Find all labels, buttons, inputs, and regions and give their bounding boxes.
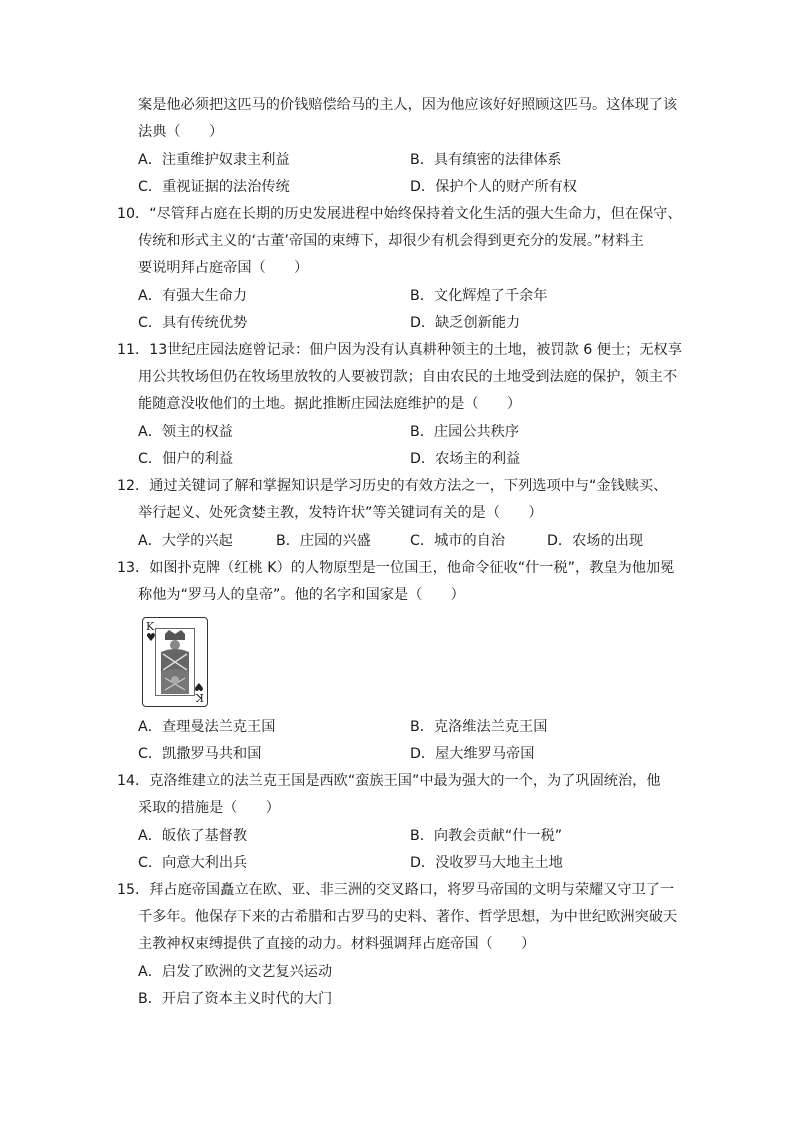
q10-stem-line-3: 要说明拜占庭帝国（ ） <box>138 260 309 276</box>
q9-option-c: C．重视证据的法治传统 <box>138 179 290 195</box>
king-figure-icon <box>155 628 195 696</box>
q12-option-a: A．大学的兴起 <box>138 533 233 549</box>
q14-stem-line-1: 14．克洛维建立的法兰克王国是西欧“蛮族王国”中最为强大的一个，为了巩固统治，他 <box>117 773 661 789</box>
q11-stem-line-1: 11．13世纪庄园法庭曾记录：佃户因为没有认真耕种领主的土地，被罚款 6 便士；无权享 <box>117 342 682 358</box>
q11-option-d: D．农场主的利益 <box>410 451 521 467</box>
q11-option-a: A．领主的权益 <box>138 424 233 440</box>
q12-option-d: D．农场的出现 <box>547 533 644 549</box>
q10-stem-line-2: 传统和形式主义的‘古董’帝国的束缚下，却很少有机会得到更充分的发展。”材料主 <box>138 233 644 249</box>
q15-option-a: A．启发了欧洲的文艺复兴运动 <box>138 964 333 980</box>
q13-option-a: A．查理曼法兰克王国 <box>138 719 276 735</box>
card-rank-bottom: K ♥ <box>194 680 204 704</box>
q9-option-a: A．注重维护奴隶主利益 <box>138 152 290 168</box>
q12-option-c: C．城市的自治 <box>410 533 506 549</box>
q12-stem-line-1: 12．通过关键词了解和掌握知识是学习历史的有效方法之一，下列选项中与“金钱赎买、 <box>117 478 668 494</box>
q15-stem-line-1: 15．拜占庭帝国矗立在欧、亚、非三洲的交叉路口，将罗马帝国的文明与荣耀又守卫了一 <box>117 882 675 898</box>
q9-stem-line-2: 法典（ ） <box>138 124 224 140</box>
q15-stem-line-2: 千多年。他保存下来的古希腊和古罗马的史料、著作、哲学思想，为中世纪欧洲突破天 <box>138 909 678 925</box>
q13-option-d: D．屋大维罗马帝国 <box>410 746 535 762</box>
q9-stem-line-1: 案是他必须把这匹马的价钱赔偿给马的主人，因为他应该好好照顾这匹马。这体现了该 <box>138 97 678 113</box>
q11-option-c: C．佃户的利益 <box>138 451 234 467</box>
q9-option-b: B．具有缜密的法律体系 <box>410 152 562 168</box>
q15-option-b: B．开启了资本主义时代的大门 <box>138 991 333 1007</box>
card-rank-top: K ♥ <box>146 620 156 644</box>
q14-option-d: D．没收罗马大地主土地 <box>410 855 563 871</box>
q13-stem-line-1: 13．如图扑克牌（红桃 K）的人物原型是一位国王，他命令征收“什一税”，教皇为他加冕 <box>117 560 675 576</box>
q13-option-b: B．克洛维法兰克王国 <box>410 719 548 735</box>
q11-option-b: B．庄园公共秩序 <box>410 424 520 440</box>
q10-option-d: D．缺乏创新能力 <box>410 315 521 331</box>
q13-option-c: C．凯撒罗马共和国 <box>138 746 262 762</box>
q9-option-d: D．保护个人的财产所有权 <box>410 179 577 195</box>
q10-option-c: C．具有传统优势 <box>138 315 248 331</box>
q12-option-b: B．庄园的兴盛 <box>276 533 371 549</box>
q14-option-a: A．皈依了基督教 <box>138 828 248 844</box>
playing-card-king-of-hearts <box>142 617 208 707</box>
q10-option-b: B．文化辉煌了千余年 <box>410 288 548 304</box>
q15-stem-line-3: 主教神权束缚提供了直接的动力。材料强调拜占庭帝国（ ） <box>138 936 536 952</box>
q14-option-c: C．向意大利出兵 <box>138 855 248 871</box>
q10-stem-line-1: 10．“尽管拜占庭在长期的历史发展进程中始终保持着文化生活的强大生命力，但在保守、 <box>117 206 682 222</box>
q10-option-a: A．有强大生命力 <box>138 288 248 304</box>
q11-stem-line-2: 用公共牧场但仍在牧场里放牧的人要被罚款；自由农民的土地受到法庭的保护，领主不 <box>138 369 678 385</box>
q13-stem-line-2: 称他为“罗马人的皇帝”。他的名字和国家是（ ） <box>138 587 465 603</box>
q14-option-b: B．向教会贡献“什一税” <box>410 828 563 844</box>
q12-stem-line-2: 举行起义、处死贪婪主教，发特许状”等关键词有关的是（ ） <box>138 505 543 521</box>
q14-stem-line-2: 采取的措施是（ ） <box>138 800 280 816</box>
q11-stem-line-3: 能随意没收他们的土地。据此推断庄园法庭维护的是（ ） <box>138 396 522 412</box>
